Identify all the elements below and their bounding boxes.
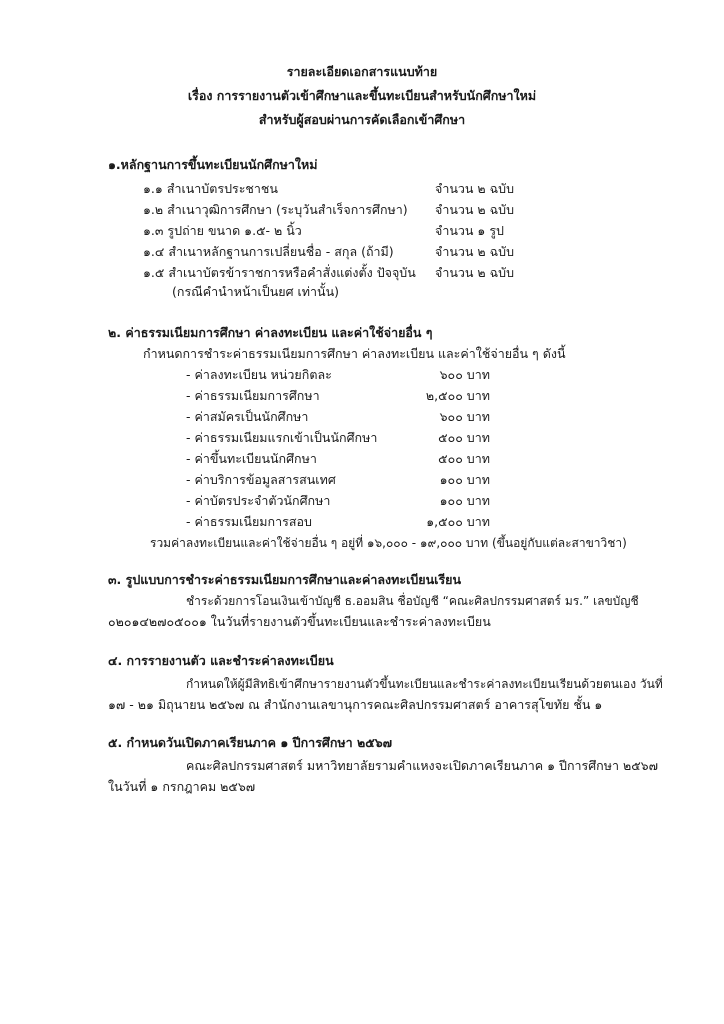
fee-amount: ๑๐๐ บาท bbox=[439, 493, 490, 508]
fee-label: - ค่าลงทะเบียน หน่วยกิตละ bbox=[186, 367, 332, 382]
section1-item-label: ๑.๓ รูปถ่าย ขนาด ๑.๕- ๒ นิ้ว bbox=[143, 223, 302, 238]
fee-label: - ค่าธรรมเนียมการสอบ bbox=[186, 514, 312, 529]
section3-line-2: ๐๒๐๑๔๒๗๐๕๐๐๑ ในวันที่รายงานตัวขึ้นทะเบียนและชำระค่าลงทะเบียน bbox=[108, 614, 491, 629]
fee-label: - ค่าธรรมเนียมการศึกษา bbox=[186, 388, 320, 403]
fee-amount: ๖๐๐ บาท bbox=[439, 367, 490, 382]
section4-title: ๔. การรายงานตัว และชำระค่าลงทะเบียน bbox=[108, 653, 334, 668]
section3-title: ๓. รูปแบบการชำระค่าธรรมเนียมการศึกษาและค่าลงทะเบียนเรียน bbox=[108, 572, 462, 587]
section2-intro: กำหนดการชำระค่าธรรมเนียมการศึกษา ค่าลงทะเบียน และค่าใช้จ่ายอื่น ๆ ดังนี้ bbox=[143, 346, 566, 361]
section4-line-1: กำหนดให้ผู้มีสิทธิเข้าศึกษารายงานตัวขึ้นทะเบียนและชำระค่าลงทะเบียนเรียนด้วยตนเอง วันที่ bbox=[186, 677, 663, 691]
section1-item-label: ๑.๑ สำเนาบัตรประชาชน bbox=[143, 181, 278, 196]
section5-line-1: คณะศิลปกรรมศาสตร์ มหาวิทยาลัยรามคำแหงจะเปิดภาคเรียนภาค ๑ ปีการศึกษา ๒๕๖๗ bbox=[186, 758, 659, 773]
fee-label: - ค่าธรรมเนียมแรกเข้าเป็นนักศึกษา bbox=[186, 430, 378, 445]
section1-item-label: ๑.๔ สำเนาหลักฐานการเปลี่ยนชื่อ - สกุล (ถ้ามี) bbox=[143, 244, 394, 259]
section1-item-qty: จำนวน ๑ รูป bbox=[435, 223, 504, 238]
fee-amount: ๕๐๐ บาท bbox=[438, 430, 490, 445]
section1-title: ๑.หลักฐานการขึ้นทะเบียนนักศึกษาใหม่ bbox=[108, 157, 318, 172]
fee-label: - ค่าบัตรประจำตัวนักศึกษา bbox=[186, 493, 331, 508]
fee-amount: ๒,๕๐๐ บาท bbox=[425, 388, 490, 403]
section1-item-label: ๑.๒ สำเนาวุฒิการศึกษา (ระบุวันสำเร็จการศึกษา) bbox=[143, 202, 408, 217]
section2-title: ๒. ค่าธรรมเนียมการศึกษา ค่าลงทะเบียน และค่าใช้จ่ายอื่น ๆ bbox=[108, 325, 433, 340]
fee-amount: ๑๐๐ บาท bbox=[439, 472, 490, 487]
section1-item-qty: จำนวน ๒ ฉบับ bbox=[435, 181, 515, 196]
fee-amount: ๕๐๐ บาท bbox=[438, 451, 490, 466]
section5-line-2: ในวันที่ ๑ กรกฎาคม ๒๕๖๗ bbox=[108, 779, 256, 794]
fee-label: - ค่าสมัครเป็นนักศึกษา bbox=[186, 409, 309, 424]
header-line-1: รายละเอียดเอกสารแนบท้าย bbox=[286, 64, 438, 79]
section5-title: ๕. กำหนดวันเปิดภาคเรียนภาค ๑ ปีการศึกษา ๒๕๖๗ bbox=[108, 735, 393, 750]
header-line-3: สำหรับผู้สอบผ่านการคัดเลือกเข้าศึกษา bbox=[258, 112, 466, 127]
fee-amount: ๑,๕๐๐ บาท bbox=[426, 514, 490, 529]
fee-label: - ค่าบริการข้อมูลสารสนเทศ bbox=[186, 472, 336, 487]
section1-item-qty: จำนวน ๒ ฉบับ bbox=[435, 244, 515, 259]
section3-line-1: ชำระด้วยการโอนเงินเข้าบัญชี ธ.ออมสิน ชื่อบัญชี “คณะศิลปกรรมศาสตร์ มร.” เลขบัญชี bbox=[186, 594, 639, 608]
fee-amount: ๖๐๐ บาท bbox=[439, 409, 490, 424]
section1-item-qty: จำนวน ๒ ฉบับ bbox=[435, 265, 515, 280]
section1-note: (กรณีคำนำหน้าเป็นยศ เท่านั้น) bbox=[172, 284, 339, 299]
header-line-2: เรื่อง การรายงานตัวเข้าศึกษาและขึ้นทะเบียนสำหรับนักศึกษาใหม่ bbox=[187, 88, 537, 103]
section4-line-2: ๑๗ - ๒๑ มิถุนายน ๒๕๖๗ ณ สำนักงานเลขานุการคณะศิลปกรรมศาสตร์ อาคารสุโขทัย ชั้น ๑ bbox=[108, 697, 603, 712]
section2-total: รวมค่าลงทะเบียนและค่าใช้จ่ายอื่น ๆ อยู่ที่ ๑๖,๐๐๐ - ๑๙,๐๐๐ บาท (ขึ้นอยู่กับแต่ละสาขาวิชา) bbox=[150, 536, 627, 550]
section1-item-qty: จำนวน ๒ ฉบับ bbox=[435, 202, 515, 217]
fee-label: - ค่าขึ้นทะเบียนนักศึกษา bbox=[186, 451, 317, 466]
section1-item-label: ๑.๕ สำเนาบัตรข้าราชการหรือคำสั่งแต่งตั้ง ปัจจุบัน bbox=[143, 265, 416, 280]
